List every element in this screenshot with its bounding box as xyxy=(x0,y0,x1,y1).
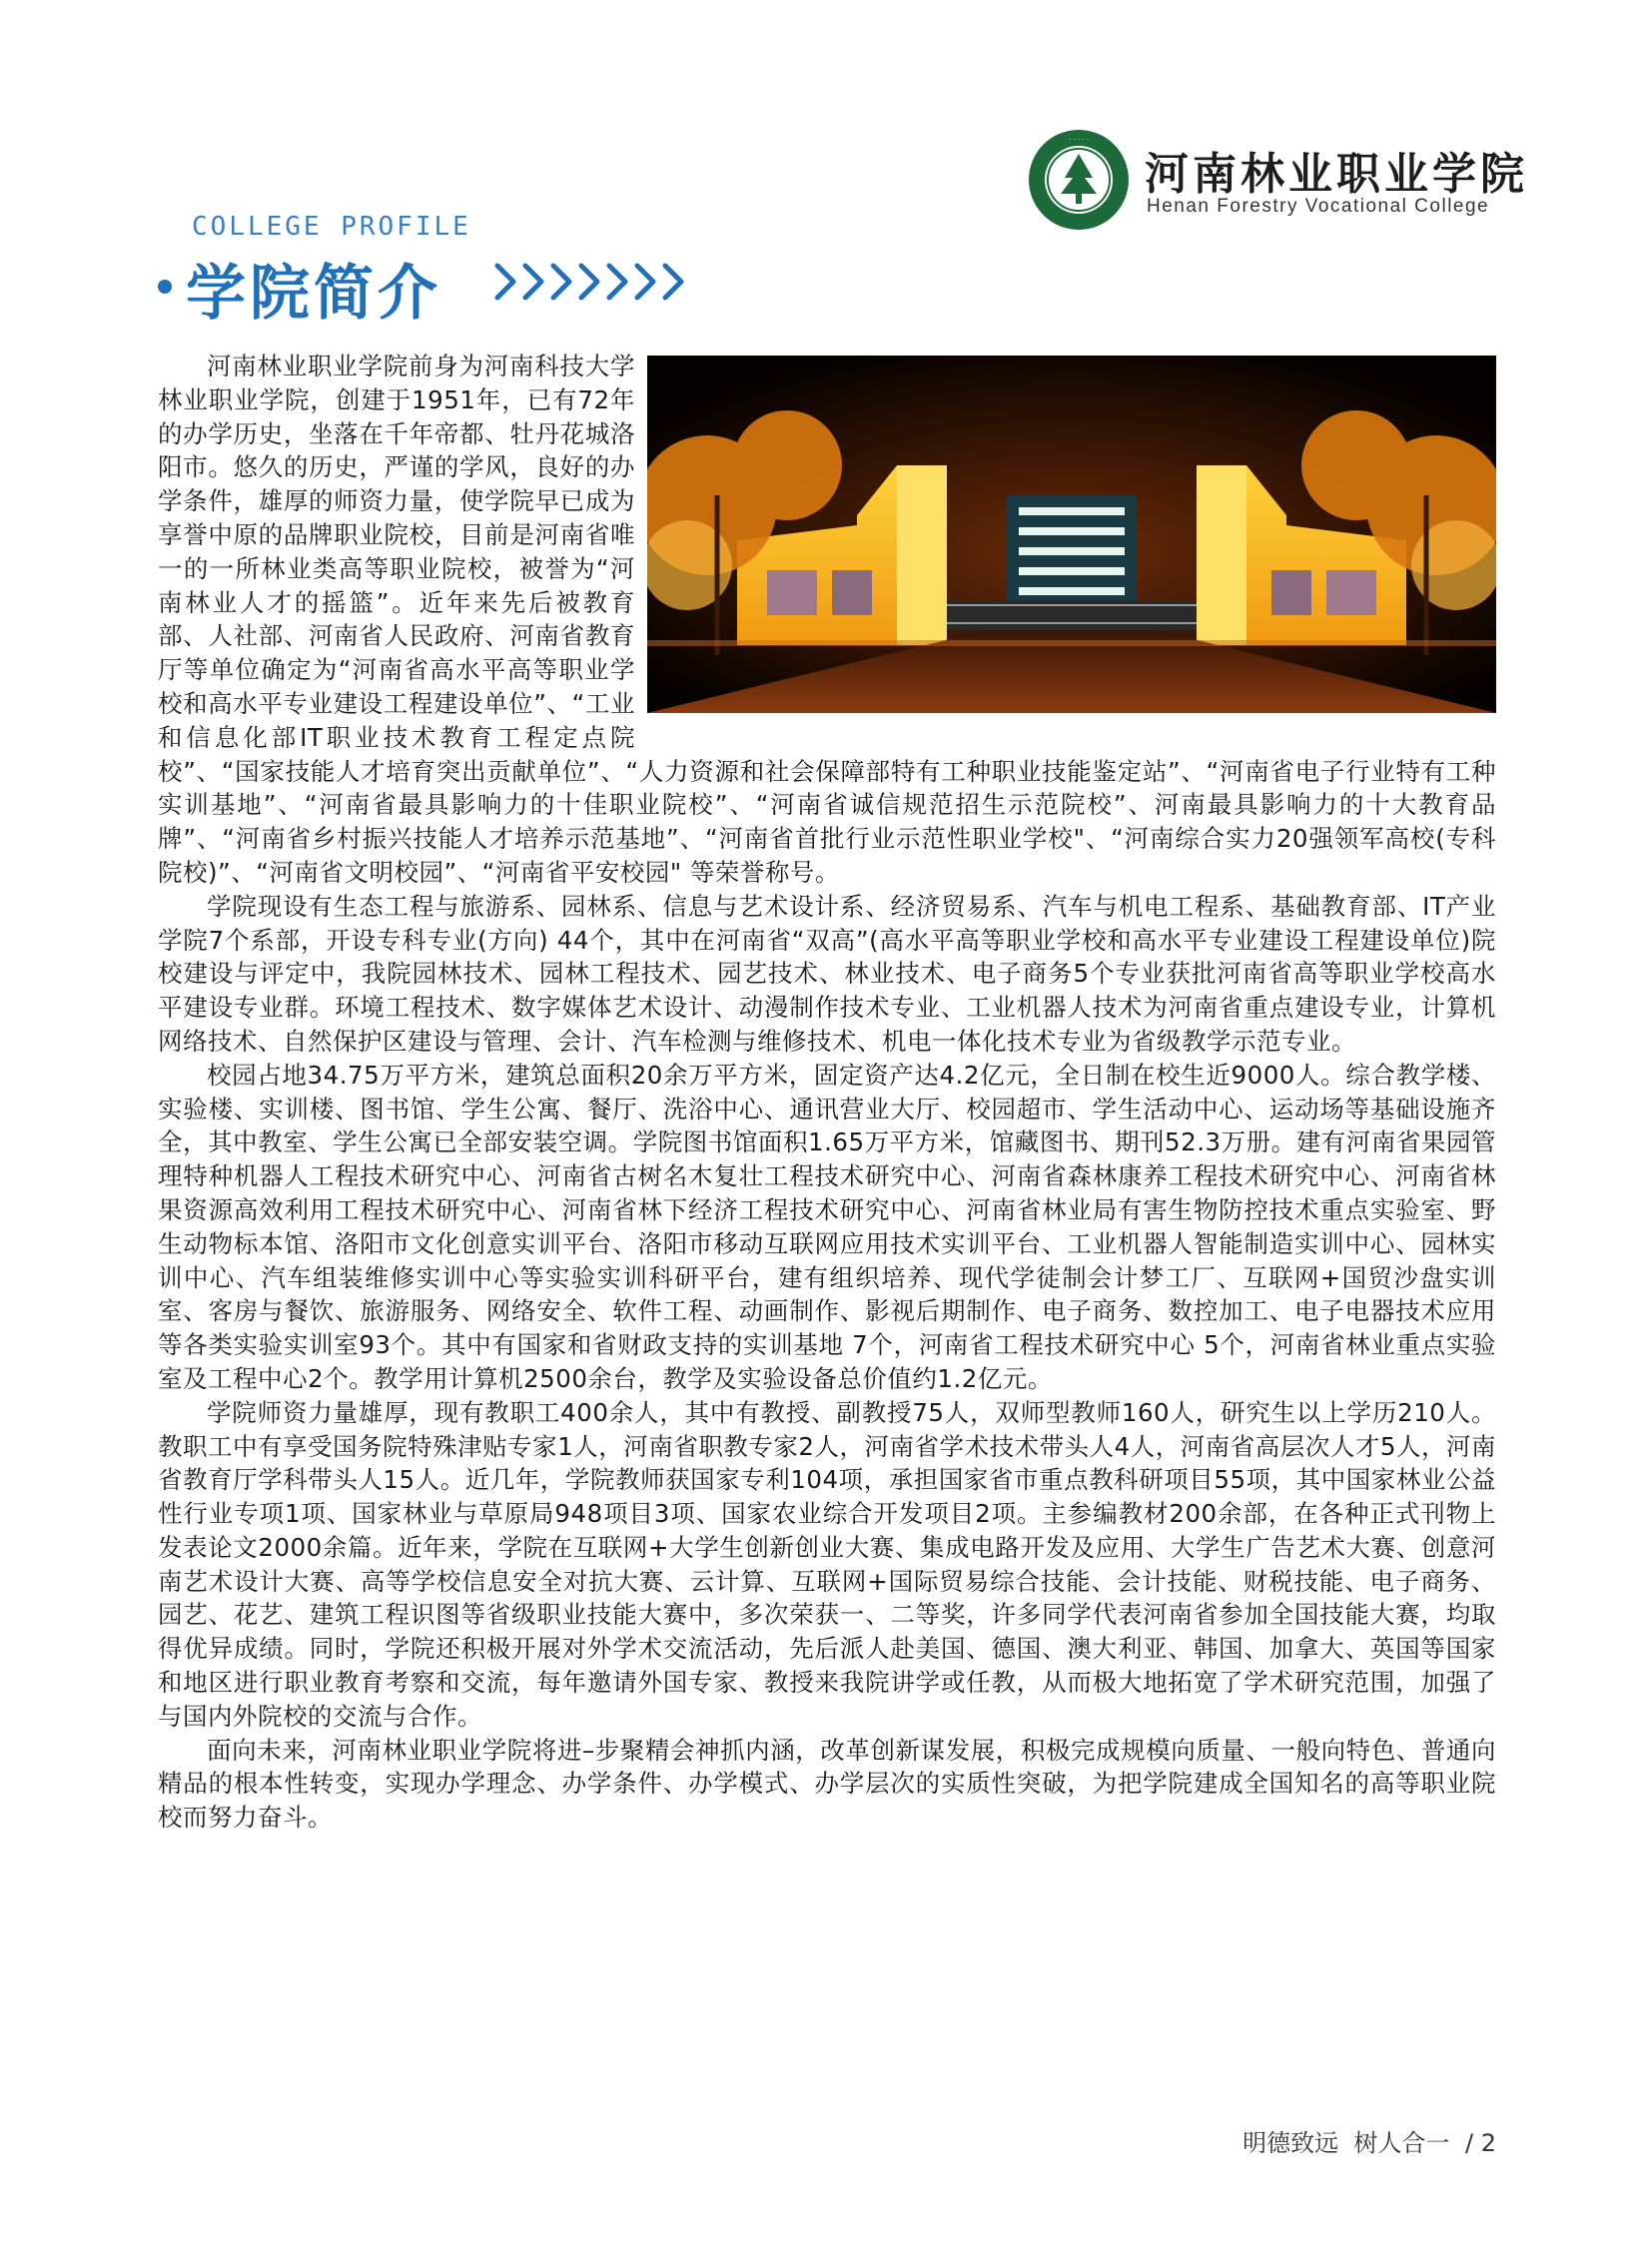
college-emblem-icon xyxy=(1027,128,1131,232)
paragraph-faculty: 学院师资力量雄厚，现有教职工400余人，其中有教授、副教授75人，双师型教师160人，研究生以上学历210人。教职工中有享受国务院特殊津贴专家1人，河南省职教专家2人，河南省学术技术带头人4人，河南省高层次人才5人，河南省教育厅学科带头人15人。近几年，学院教师获国家专利104项，承担国家省市重点教科研项目55项，其中国家林业公益性行业专项1项、国家林业与草原局948项目3项、国家农业综合开发项目2项。主参编教材200余部，在各种正式刊物上发表论文2000余篇。近年来，学院在互联网+大学生创新创业大赛、集成电路开发及应用、大学生广告艺术大赛、创意河南艺术设计大赛、高等学校信息安全对抗大赛、云计算、互联网+国际贸易综合技能、会计技能、财税技能、电子商务、园艺、花艺、建筑工程识图等省级职业技能大赛中，多次荣获一、二等奖，许多同学代表河南省参加全国技能大赛，均取得优异成绩。同时，学院还积极开展对外学术交流活动，先后派人赴美国、德国、澳大利亚、韩国、加拿大、英国等国家和地区进行职业教育考察和交流，每年邀请外国专家、教授来我院讲学或任教，从而极大地拓宽了学术研究范围，加强了与国内外院校的交流与合作。 xyxy=(158,1397,1496,1731)
section-label-en: COLLEGE PROFILE xyxy=(192,212,471,242)
school-name-en: Henan Forestry Vocational College xyxy=(1147,196,1490,217)
photo-spacer xyxy=(635,350,1496,749)
footer-motto: 明德致远 树人合一 xyxy=(1242,2129,1450,2157)
article-body xyxy=(158,350,1496,1835)
page-footer xyxy=(1242,2123,1496,2158)
paragraph-campus: 校园占地34.75万平方米，建筑总面积20余万平方米，固定资产达4.2亿元，全日制在校生近9000人。综合教学楼、实验楼、实训楼、图书馆、学生公寓、餐厅、洗浴中心、通讯营业大厅、校园超市、学生活动中心、运动场等基础设施齐全，其中教室、学生公寓已全部安装空调。学院图书馆面积1.65万平方米，馆藏图书、期刊52.3万册。建有河南省果园管理特种机器人工程技术研究中心、河南省古树名木复壮工程技术研究中心、河南省森林康养工程技术研究中心、河南省林果资源高效利用工程技术研究中心、河南省林下经济工程技术研究中心、河南省林业局有害生物防控技术重点实验室、野生动物标本馆、洛阳市文化创意实训平台、洛阳市移动互联网应用技术实训平台、工业机器人智能制造实训中心、园林实训中心、汽车组装维修实训中心等实验实训科研平台，建有组织培养、现代学徒制会计梦工厂、互联网+国贸沙盘实训室、客房与餐饮、旅游服务、网络安全、软件工程、动画制作、影视后期制作、电子商务、数控加工、电子电器技术应用等各类实验实训室93个。其中有国家和省财政支持的实训基地 7个，河南省工程技术研究中心 5个，河南省林业重点实验室及工程中心2个。教学用计算机2500余台，教学及实验设备总价值约1.2亿元。 xyxy=(158,1060,1496,1393)
page-number: / 2 xyxy=(1465,2129,1496,2157)
page-title: 学院简介 xyxy=(186,259,441,329)
chevron-right-arrows-icon xyxy=(491,258,701,306)
paragraph-future: 面向未来，河南林业职业学院将进–步聚精会神抓内涵，改革创新谋发展，积极完成规模向质量、一般向特色、普通向精品的根本性转变，实现办学理念、办学条件、办学模式、办学层次的实质性突破，为把学院建成全国知名的高等职业院校而努力奋斗。 xyxy=(158,1735,1496,1833)
title-bullet xyxy=(158,280,172,294)
paragraph-history: 河南林业职业学院前身为河南科技大学林业职业学院，创建于1951年，已有72年的办学历史，坐落在千年帝都、牡丹花城洛阳市。悠久的历史，严谨的学风，良好的办学条件，雄厚的师资力量，使学院早已成为享誉中原的品牌职业院校，目前是河南省唯一的一所林业类高等职业院校，被誉为“河南林业人才的摇篮”。近年来先后被教育部、人社部、河南省人民政府、河南省教育厅等单位确定为“河南省高水平高等职业学校和高水平专业建设工程建设单位”、“工业和信息化部IT职业技术教育工程定点院校”、“国家技能人才培育突出贡献单位”、“人力资源和社会保障部特有工种职业技能鉴定站”、“河南省电子行业特有工种实训基地”、“河南省最具影响力的十佳职业院校”、“河南省诚信规范招生示范院校”、河南最具影响力的十大教育品牌”、“河南省乡村振兴技能人才培养示范基地”、“河南省首批行业示范性职业学校"、“河南综合实力20强领军高校(专科院校)”、“河南省文明校园”、“河南省平安校园" 等荣誉称号。 xyxy=(158,352,1496,887)
school-name-cn: 河南林业职业学院 xyxy=(1145,149,1528,200)
svg-text:· · · · ·: · · · · · xyxy=(1068,136,1090,144)
paragraph-departments: 学院现设有生态工程与旅游系、园林系、信息与艺术设计系、经济贸易系、汽车与机电工程系、基础教育部、IT产业学院7个系部，开设专科专业(方向) 44个，其中在河南省“双高”(高水平高等职业学校和高水平专业建设工程建设单位)院校建设与评定中，我院园林技术、园林工程技术、园艺技术、林业技术、电子商务5个专业获批河南省高等职业学校高水平建设专业群。环境工程技术、数字媒体艺术设计、动漫制作技术专业、工业机器人技术为河南省重点建设专业，计算机网络技术、自然保护区建设与管理、会计、汽车检测与维修技术、机电一体化技术专业为省级教学示范专业。 xyxy=(158,891,1496,1056)
